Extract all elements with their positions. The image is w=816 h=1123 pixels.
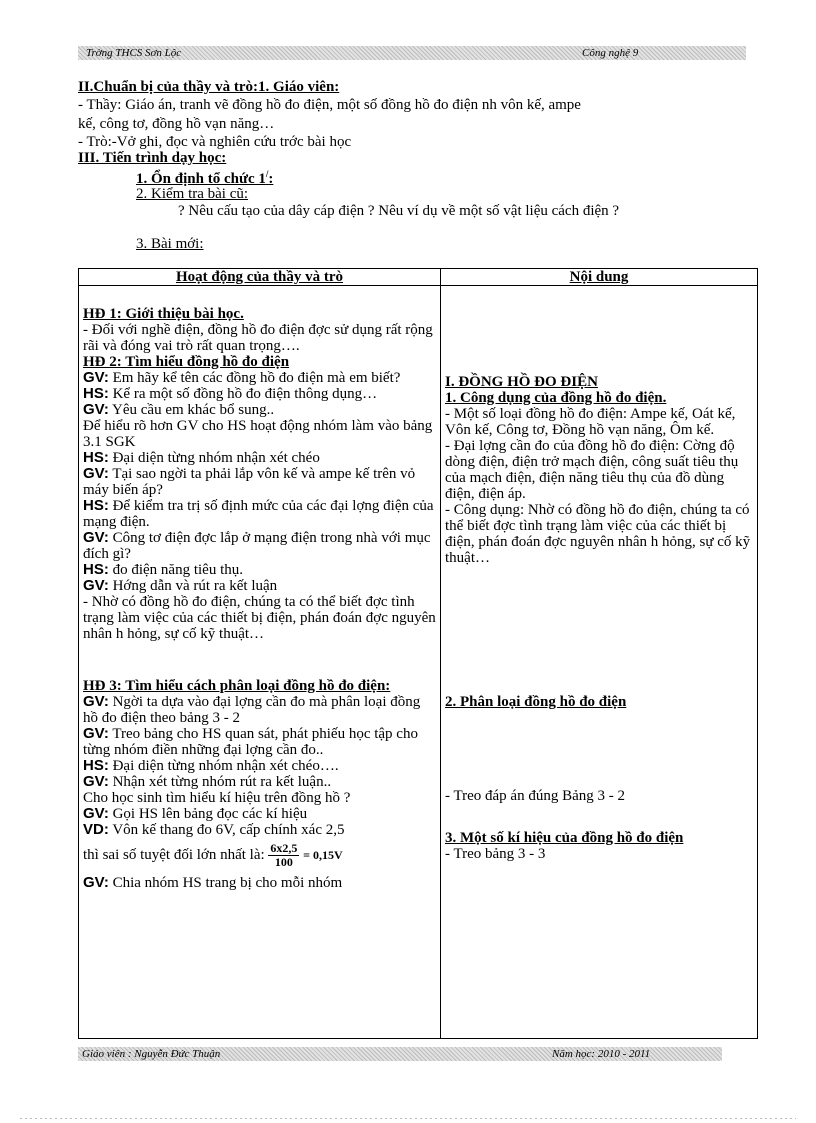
fraction-denominator: 100 <box>274 855 293 869</box>
dialogue-line <box>83 806 436 822</box>
dialogue-line <box>83 498 436 530</box>
hd2-title: HĐ 2: Tìm hiểu đồng hồ đo điện <box>83 354 290 370</box>
dialogue-line <box>83 594 436 642</box>
speaker-label: HS: <box>83 757 109 774</box>
speaker-label: GV: <box>83 805 109 822</box>
content-sub-2: 2. Phân loại đồng hồ đo điện <box>445 694 627 710</box>
page-edge-dots <box>20 1118 796 1119</box>
activities-cell <box>79 286 441 1039</box>
step-1 <box>136 166 273 187</box>
speaker-label: GV: <box>83 725 109 742</box>
speaker-label: GV: <box>83 401 109 418</box>
dialogue-line <box>83 694 436 726</box>
dialogue-line <box>83 774 436 790</box>
section-heading-preparation: II.Chuẩn bị của thầy và trò:1. Giáo viên: <box>78 79 340 95</box>
content-section-1: I. ĐỒNG HỒ ĐO ĐIỆN <box>445 374 598 390</box>
dialogue-text: Tại sao ngời ta phải lắp vôn kế và ampe kế trên vỏ máy biến áp? <box>83 466 416 498</box>
content-sub2-body: - Treo đáp án đúng Bảng 3 - 2 <box>445 788 625 804</box>
dialogue-text: Gọi HS lên bảng đọc các kí hiệu <box>108 806 308 822</box>
dialogue-text: Treo bảng cho HS quan sát, phát phiếu học tập cho từng nhóm điền những đại lợng cần đo.. <box>83 726 418 758</box>
last-line-label: GV: <box>83 874 109 891</box>
speaker-label: HS: <box>83 449 109 466</box>
dialogue-text: Đại diện từng nhóm nhận xét chéo <box>108 450 320 466</box>
lesson-table <box>78 268 758 1039</box>
dialogue-text: Nhận xét từng nhóm rút ra kết luận.. <box>108 774 332 790</box>
dialogue-text: Vôn kế thang đo 6V, cấp chính xác 2,5 <box>108 822 345 838</box>
speaker-label: GV: <box>83 465 109 482</box>
dialogue-line <box>83 386 436 402</box>
content-sub1-p3: - Công dụng: Nhờ có đồng hồ đo điện, chúng ta có thể biết đợc tình trạng làm việc của các thiết bị điện, phán đoán đợc nguyên nhân h hỏng, sự cố kỹ thuật… <box>445 502 751 566</box>
dialogue-text: Yêu cầu em khác bổ sung.. <box>108 402 275 418</box>
content-sub-3: 3. Một số kí hiệu của đồng hồ đo điện <box>445 830 684 846</box>
dialogue-line <box>83 758 436 774</box>
footer-teacher: Giáo viên : Nguyễn Đức Thuận <box>82 1048 221 1060</box>
dialogue-text: - Nhờ có đồng hồ đo điện, chúng ta có thể biết đợc tình trạng làm việc của các thiết bị điện, phán đoán đợc nguyên nhân h hỏng, sự cố kỹ thuật… <box>83 594 436 642</box>
last-line-text: Chia nhóm HS trang bị cho mỗi nhóm <box>108 875 343 891</box>
speaker-label: VD: <box>83 821 109 838</box>
dialogue-text: Công tơ điện đợc lắp ở mạng điện trong nhà với mục đích gì? <box>83 530 431 562</box>
dialogue-text: Hớng dẫn và rút ra kết luận <box>108 578 278 594</box>
speaker-label: GV: <box>83 693 109 710</box>
dialogue-line <box>83 578 436 594</box>
dialogue-text: Ngời ta dựa vào đại lợng cần đo mà phân loại đồng hồ đo điện theo bảng 3 - 2 <box>83 694 421 726</box>
fraction-result: = 0,15V <box>303 847 343 862</box>
dialogue-line <box>83 370 436 386</box>
dialogue-line <box>83 822 436 838</box>
dialogue-text: đo điện năng tiêu thụ. <box>108 562 243 578</box>
hd1-title: HĐ 1: Giới thiệu bài học. <box>83 306 244 322</box>
dialogue-text: Để kiểm tra trị số định mức của các đại lợng điện của mạng điện. <box>83 498 434 530</box>
step-2: 2. Kiểm tra bài cũ: <box>136 186 249 202</box>
content-cell <box>441 286 758 1039</box>
error-line <box>83 842 436 869</box>
hd1-body: - Đối với nghề điện, đồng hồ đo điện đợc sử dụng rất rộng rãi và đóng vai trò rất quan trọng…. <box>83 322 433 354</box>
section-heading-process: III. Tiến trình dạy học: <box>78 150 227 166</box>
content-sub3-body: - Treo bảng 3 - 3 <box>445 846 546 862</box>
dialogue-line <box>83 790 436 806</box>
dialogue-text: Đại diện từng nhóm nhận xét chéo…. <box>108 758 339 774</box>
last-line <box>83 875 436 891</box>
error-fraction <box>268 842 299 869</box>
speaker-label: GV: <box>83 577 109 594</box>
dialogue-line <box>83 530 436 562</box>
footer-band <box>78 1047 722 1061</box>
teacher-prep-line: - Thầy: Giáo án, tranh vẽ đồng hồ đo điện, một số đồng hồ đo điện nh vôn kế, ampe <box>78 97 581 113</box>
header-school: Trờng THCS Sơn Lộc <box>86 47 182 59</box>
speaker-label: HS: <box>83 385 109 402</box>
dialogue-text: Kể ra một số đồng hồ đo điện thông dụng… <box>108 386 378 402</box>
header-subject: Công nghệ 9 <box>582 47 639 59</box>
dialogue-line <box>83 418 436 450</box>
dialogue-text: Cho học sinh tìm hiểu kí hiệu trên đồng hồ ? <box>83 790 351 806</box>
dialogue-line <box>83 450 436 466</box>
speaker-label: GV: <box>83 369 109 386</box>
hd3-dialogue <box>83 694 436 838</box>
student-prep-line: - Trò:-Vở ghi, đọc và nghiên cứu trớc bài học <box>78 134 352 150</box>
dialogue-line <box>83 726 436 758</box>
speaker-label: HS: <box>83 561 109 578</box>
fraction-numerator: 6x2,5 <box>270 841 298 855</box>
dialogue-line <box>83 562 436 578</box>
step-1-sup: / <box>265 169 269 179</box>
footer-year: Năm học: 2010 - 2011 <box>552 1048 651 1060</box>
teacher-prep-cont: kế, công tơ, đồng hồ vạn năng… <box>78 116 275 132</box>
content-sub1-p2: - Đại lợng cần đo của đồng hồ đo điện: Cờng độ dòng điện, điện trở mạch điện, công suất tiêu thụ của mạch điện, điện năng tiêu thụ của đồ dùng điện, điện áp. <box>445 438 739 502</box>
speaker-label: HS: <box>83 497 109 514</box>
dialogue-text: Để hiểu rõ hơn GV cho HS hoạt động nhóm làm vào bảng 3.1 SGK <box>83 418 433 450</box>
review-question: ? Nêu cấu tạo của dây cáp điện ? Nêu ví dụ về một số vật liệu cách điện ? <box>178 203 620 219</box>
col-header-activities: Hoạt động của thầy và trò <box>79 269 441 286</box>
hd2-dialogue <box>83 370 436 642</box>
dialogue-line <box>83 466 436 498</box>
content-sub-1: 1. Công dụng của đồng hồ đo điện. <box>445 390 667 406</box>
step-3: 3. Bài mới: <box>136 236 204 252</box>
step-1-text: 1. Ổn định tổ chức 1 <box>136 171 266 187</box>
content-sub1-p1: - Một số loại đồng hồ đo điện: Ampe kế, Oát kế, Vôn kế, Công tơ, Đồng hồ vạn năng, Ôm kế. <box>445 406 736 438</box>
hd3-title: HĐ 3: Tìm hiểu cách phân loại đồng hồ đo điện: <box>83 678 391 694</box>
dialogue-text: Em hãy kể tên các đồng hồ đo điện mà em biết? <box>108 370 401 386</box>
speaker-label: GV: <box>83 773 109 790</box>
error-text: thì sai số tuyệt đối lớn nhất là: <box>83 846 265 863</box>
speaker-label: GV: <box>83 529 109 546</box>
dialogue-line <box>83 402 436 418</box>
col-header-content: Nội dung <box>441 269 758 286</box>
step-1-colon: : <box>268 171 274 187</box>
header-band <box>78 46 746 60</box>
